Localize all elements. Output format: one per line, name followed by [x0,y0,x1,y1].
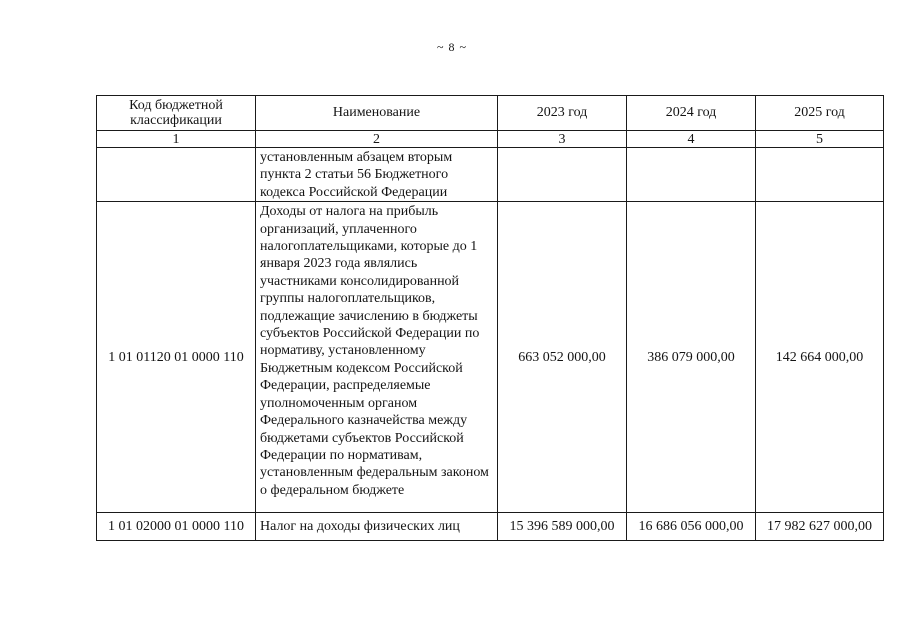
row-name: установленным абзацем вторым пункта 2 статьи 56 Бюджетного кодекса Российской Федерации [256,148,498,202]
header-name: Наименование [256,96,498,131]
table-row [97,202,884,513]
page-number: ~ 8 ~ [437,40,467,54]
row-code: 1 01 01120 01 0000 110 [97,202,256,513]
row-value-2024: 16 686 056 000,00 [627,513,756,541]
row-name: Налог на доходы физических лиц [256,513,498,541]
header-2023: 2023 год [498,96,627,131]
row-code [97,148,256,202]
column-number: 1 [97,131,256,148]
row-name: Доходы от налога на прибыль организаций, уплаченного налогоплательщиками, которые до 1 января 2023 года являлись участниками консолидированной группы налогоплательщиков, подлежащие зачислению в бюджеты субъектов Российской Федерации по нормативу, установленному Бюджетным кодексом Российской Федерации, распределяемые уполномоченным органом Федерального казначейства между бюджетами субъектов Российской Федерации по нормативам, установленным федеральным законом о федеральном бюджете [256,202,498,513]
header-code: Код бюджетной классификации [97,96,256,131]
row-value-2025 [756,148,884,202]
row-value-2024: 386 079 000,00 [627,202,756,513]
column-number: 4 [627,131,756,148]
row-value-2025: 17 982 627 000,00 [756,513,884,541]
table-row [97,513,884,541]
header-2025: 2025 год [756,96,884,131]
column-number: 3 [498,131,627,148]
table-row [97,148,884,202]
column-number: 5 [756,131,884,148]
budget-revenue-table [96,95,884,541]
row-value-2025: 142 664 000,00 [756,202,884,513]
row-value-2023 [498,148,627,202]
row-value-2023: 663 052 000,00 [498,202,627,513]
column-number: 2 [256,131,498,148]
column-number-row [97,131,884,148]
header-2024: 2024 год [627,96,756,131]
row-value-2023: 15 396 589 000,00 [498,513,627,541]
table-header-row [97,96,884,131]
row-value-2024 [627,148,756,202]
row-code: 1 01 02000 01 0000 110 [97,513,256,541]
